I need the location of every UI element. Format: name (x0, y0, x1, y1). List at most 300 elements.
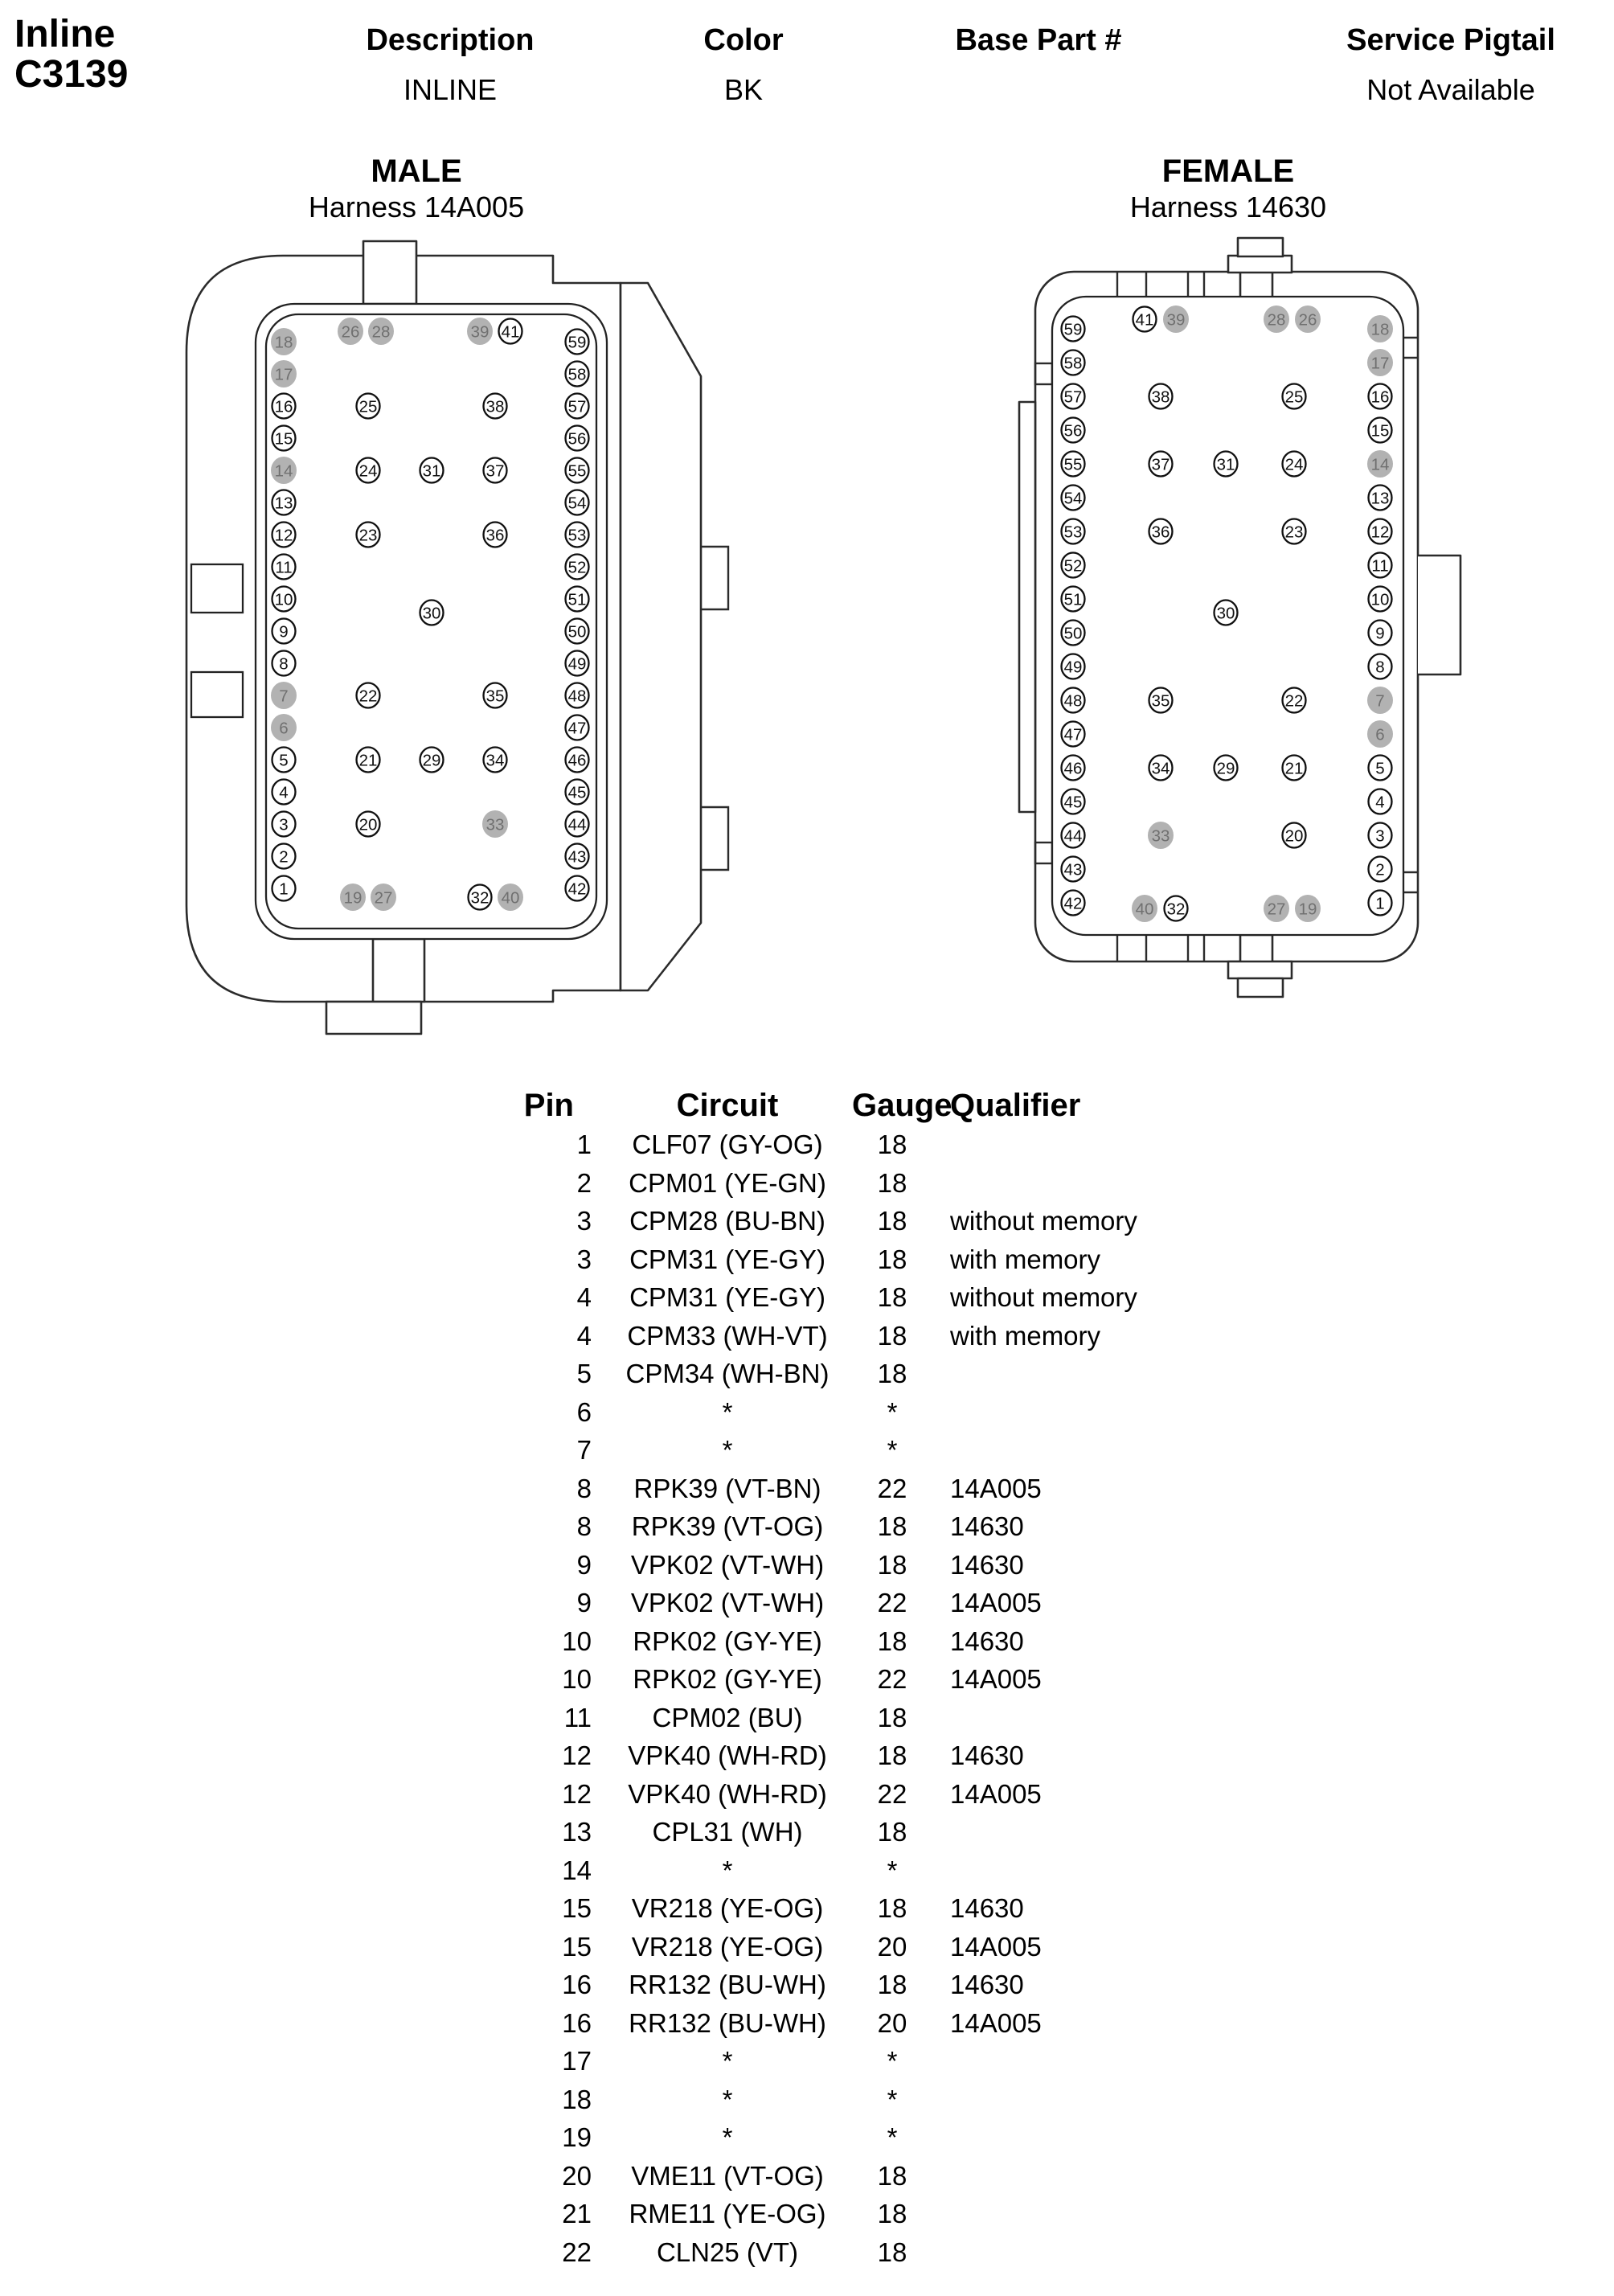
svg-text:33: 33 (1151, 826, 1170, 846)
description-label: Description (366, 23, 535, 57)
cell-pin: 5 (576, 1359, 592, 1388)
cell-gauge: 18 (877, 1970, 907, 1999)
cell-gauge: 22 (877, 1588, 907, 1617)
female-pin-41 (1133, 307, 1157, 332)
male-pin-40 (498, 884, 523, 911)
male-pin-16 (272, 394, 296, 419)
male-pin-8 (272, 651, 296, 676)
svg-text:21: 21 (358, 751, 378, 770)
svg-text:44: 44 (1063, 826, 1083, 846)
svg-text:33: 33 (485, 815, 505, 834)
cell-pin: 15 (562, 1931, 592, 1962)
cell-circuit: RPK02 (GY-YE) (633, 1626, 822, 1656)
female-pin-50 (1062, 621, 1085, 646)
cell-circuit: CPM31 (YE-GY) (629, 1282, 825, 1312)
svg-text:35: 35 (485, 687, 505, 706)
male-pin-36 (484, 523, 507, 547)
female-pin-12 (1369, 519, 1392, 544)
svg-text:3: 3 (1375, 826, 1385, 846)
cell-pin: 12 (562, 1740, 592, 1770)
male-pin-10 (272, 587, 296, 612)
male-pin-32 (469, 885, 492, 910)
female-pin-43 (1062, 857, 1085, 882)
female-pin-9 (1369, 621, 1392, 646)
cell-pin: 4 (576, 1320, 592, 1351)
female-title: FEMALE (1161, 154, 1295, 189)
table-row (482, 1202, 1174, 1240)
svg-text:22: 22 (1284, 691, 1304, 711)
svg-text:7: 7 (1375, 691, 1385, 711)
cell-circuit: CPM28 (BU-BN) (629, 1206, 825, 1236)
table-row (482, 2118, 1174, 2157)
female-pin-6 (1367, 720, 1393, 748)
svg-text:37: 37 (1151, 455, 1170, 474)
table-row (482, 2157, 1174, 2196)
cell-qualifier: 14630 (950, 1626, 1024, 1656)
cell-circuit: CPM01 (YE-GN) (629, 1167, 826, 1198)
cell-pin: 7 (576, 1435, 592, 1465)
svg-text:39: 39 (1166, 310, 1186, 330)
service-pigtail-value: Not Available (1366, 73, 1535, 106)
male-pin-45 (566, 780, 589, 805)
svg-text:18: 18 (1370, 320, 1390, 339)
cell-gauge: 18 (877, 1549, 907, 1580)
female-pin-55 (1062, 452, 1085, 477)
table-row (482, 1393, 1174, 1432)
svg-text:2: 2 (1375, 860, 1385, 879)
col-header-qualifier: Qualifier (950, 1088, 1081, 1123)
male-pin-6 (271, 714, 297, 741)
male-pin-54 (566, 490, 589, 515)
svg-text:12: 12 (1370, 523, 1390, 542)
cell-gauge: 22 (877, 1664, 907, 1694)
color-label: Color (703, 23, 784, 57)
female-pin-34 (1149, 756, 1173, 781)
cell-pin: 3 (576, 1244, 592, 1274)
male-pin-19 (340, 884, 366, 911)
male-pin-57 (566, 394, 589, 419)
pin-table-body (482, 1125, 1174, 2271)
svg-text:46: 46 (1063, 759, 1083, 778)
male-pin-13 (272, 490, 296, 515)
cell-pin: 13 (562, 1817, 592, 1847)
svg-text:44: 44 (567, 815, 587, 834)
cell-pin: 3 (576, 1206, 592, 1236)
cell-circuit: RR132 (BU-WH) (629, 2007, 826, 2038)
cell-pin: 14 (562, 1855, 592, 1885)
color-value: BK (723, 73, 764, 106)
svg-text:45: 45 (1063, 793, 1083, 812)
connector-id-line1: Inline (14, 13, 116, 55)
svg-text:19: 19 (1298, 900, 1317, 919)
male-pin-12 (272, 523, 296, 547)
male-right-tab-upper (701, 547, 728, 609)
male-pin-21 (357, 748, 380, 773)
female-pin-42 (1062, 891, 1085, 916)
svg-text:19: 19 (343, 888, 363, 908)
female-pin-5 (1369, 756, 1392, 781)
female-pin-16 (1369, 384, 1392, 409)
male-pin-37 (484, 458, 507, 483)
base-part-label: Base Part # (955, 23, 1122, 57)
table-row (482, 1813, 1174, 1851)
female-pin-56 (1062, 418, 1085, 443)
table-row (482, 1355, 1174, 1393)
cell-pin: 9 (576, 1549, 592, 1580)
description-value: INLINE (403, 73, 498, 106)
svg-text:38: 38 (485, 397, 505, 416)
cell-qualifier: without memory (950, 1206, 1137, 1236)
table-row (482, 1470, 1174, 1508)
svg-text:36: 36 (485, 526, 505, 545)
cell-pin: 2 (576, 1167, 592, 1198)
female-pin-4 (1369, 789, 1392, 814)
female-pin-33 (1148, 822, 1174, 849)
male-pin-5 (272, 748, 296, 773)
svg-text:14: 14 (1370, 455, 1390, 474)
cell-circuit: VPK40 (WH-RD) (628, 1778, 827, 1809)
table-row (482, 2233, 1174, 2272)
male-pin-56 (566, 426, 589, 451)
svg-text:29: 29 (1216, 759, 1235, 778)
svg-text:9: 9 (279, 622, 289, 642)
svg-text:36: 36 (1151, 523, 1170, 542)
male-bottom-tab (373, 939, 424, 1002)
cell-gauge: * (887, 1396, 898, 1427)
female-top-tab-stem (1240, 272, 1272, 298)
cell-pin: 10 (562, 1626, 592, 1656)
table-row (482, 1851, 1174, 1890)
female-pin-57 (1062, 384, 1085, 409)
cell-gauge: 18 (877, 1626, 907, 1656)
female-pin-2 (1369, 857, 1392, 882)
svg-text:54: 54 (567, 494, 587, 513)
female-pin-30 (1215, 601, 1238, 625)
male-pin-18 (271, 328, 297, 355)
svg-text:28: 28 (371, 322, 391, 342)
cell-gauge: * (887, 1855, 898, 1885)
svg-text:42: 42 (1063, 894, 1083, 913)
table-row (482, 1889, 1174, 1928)
cell-pin: 10 (562, 1664, 592, 1694)
svg-text:1: 1 (279, 879, 289, 899)
cell-gauge: 22 (877, 1778, 907, 1809)
svg-text:42: 42 (567, 879, 587, 899)
cell-qualifier: 14A005 (950, 2007, 1042, 2038)
cell-circuit: RPK39 (VT-OG) (631, 1511, 824, 1541)
cell-gauge: 18 (877, 2160, 907, 2191)
svg-text:10: 10 (1370, 590, 1390, 609)
male-pin-17 (271, 360, 297, 387)
svg-text:15: 15 (1370, 421, 1390, 441)
svg-text:31: 31 (1216, 455, 1235, 474)
cell-gauge: * (887, 2046, 898, 2076)
female-pin-15 (1369, 418, 1392, 443)
female-pin-26 (1295, 305, 1321, 333)
cell-gauge: 18 (877, 1702, 907, 1732)
cell-qualifier (932, 1851, 1174, 1890)
cell-qualifier: without memory (950, 1282, 1137, 1312)
cell-gauge: * (887, 2122, 898, 2152)
male-top-tab (363, 241, 416, 304)
svg-text:25: 25 (1284, 387, 1304, 407)
female-pin-35 (1149, 688, 1173, 713)
service-pigtail-label: Service Pigtail (1346, 23, 1555, 57)
male-pin-15 (272, 426, 296, 451)
female-pin-21 (1283, 756, 1306, 781)
cell-circuit: VME11 (VT-OG) (631, 2160, 824, 2191)
cell-qualifier: 14A005 (950, 1931, 1042, 1962)
svg-text:2: 2 (279, 847, 289, 867)
cell-qualifier (932, 1813, 1174, 1851)
cell-qualifier: 14630 (950, 1549, 1024, 1580)
svg-text:40: 40 (501, 888, 520, 908)
male-pin-27 (371, 884, 396, 911)
female-pin-44 (1062, 823, 1085, 848)
svg-text:4: 4 (1375, 793, 1385, 812)
svg-text:58: 58 (1063, 354, 1083, 373)
col-header-gauge: Gauge (852, 1088, 952, 1123)
col-header-pin: Pin (523, 1088, 574, 1123)
cell-qualifier (932, 2081, 1174, 2119)
svg-text:6: 6 (1375, 725, 1385, 744)
header-field-service-pigtail (1346, 24, 1555, 106)
svg-text:47: 47 (567, 719, 587, 738)
svg-text:51: 51 (567, 590, 587, 609)
male-pin-46 (566, 748, 589, 773)
cell-circuit: * (722, 1855, 733, 1885)
svg-text:43: 43 (1063, 860, 1083, 879)
cell-circuit: * (722, 1396, 733, 1427)
table-row (482, 1317, 1174, 1355)
svg-text:37: 37 (485, 461, 505, 481)
table-row (482, 1431, 1174, 1470)
svg-text:18: 18 (274, 333, 293, 352)
svg-text:55: 55 (1063, 455, 1083, 474)
svg-text:47: 47 (1063, 725, 1083, 744)
male-pin-53 (566, 523, 589, 547)
female-pin-51 (1062, 587, 1085, 612)
cell-pin: 12 (562, 1778, 592, 1809)
svg-text:21: 21 (1284, 759, 1304, 778)
cell-pin: 9 (576, 1588, 592, 1617)
table-row (482, 2042, 1174, 2081)
female-pin-29 (1215, 756, 1238, 781)
svg-text:10: 10 (274, 590, 293, 609)
table-row (482, 1966, 1174, 2004)
svg-text:45: 45 (567, 783, 587, 802)
svg-text:17: 17 (1370, 354, 1390, 373)
male-pin-24 (357, 458, 380, 483)
table-row (482, 1622, 1174, 1661)
table-row (482, 1660, 1174, 1699)
svg-text:15: 15 (274, 429, 293, 449)
male-pin-14 (271, 457, 297, 484)
cell-gauge: 18 (877, 1167, 907, 1198)
cell-pin: 8 (576, 1473, 592, 1503)
svg-text:23: 23 (1284, 523, 1304, 542)
table-row (482, 1164, 1174, 1203)
male-pin-28 (368, 318, 394, 345)
svg-text:48: 48 (567, 687, 587, 706)
cell-circuit: * (722, 1435, 733, 1465)
female-pin-8 (1369, 654, 1392, 679)
table-row (482, 1240, 1174, 1279)
male-pin-42 (566, 876, 589, 901)
male-connector-diagram (137, 225, 756, 1085)
male-pin-39 (467, 318, 493, 345)
cell-gauge: 20 (877, 1931, 907, 1962)
svg-text:56: 56 (1063, 421, 1083, 441)
table-row (482, 1278, 1174, 1317)
cell-pin: 16 (562, 1970, 592, 1999)
svg-text:5: 5 (279, 751, 289, 770)
male-pin-33 (482, 810, 508, 838)
svg-text:26: 26 (341, 322, 360, 342)
cell-gauge: 22 (877, 1473, 907, 1503)
svg-text:57: 57 (567, 397, 587, 416)
svg-text:59: 59 (567, 333, 587, 352)
male-left-latch-lower (191, 672, 243, 717)
male-pin-29 (420, 748, 444, 773)
male-pin-4 (272, 780, 296, 805)
male-pin-49 (566, 651, 589, 676)
female-pin-40 (1132, 895, 1157, 922)
svg-text:40: 40 (1135, 900, 1154, 919)
female-pin-23 (1283, 519, 1306, 544)
male-right-tab-lower (701, 807, 728, 870)
table-row (482, 1736, 1174, 1775)
cell-qualifier: 14A005 (950, 1778, 1042, 1809)
cell-gauge: 18 (877, 2237, 907, 2267)
male-pin-30 (420, 601, 444, 625)
cell-circuit: CPL31 (WH) (652, 1817, 803, 1847)
svg-text:46: 46 (567, 751, 587, 770)
female-left-rail (1019, 402, 1035, 812)
cell-qualifier (932, 2042, 1174, 2081)
svg-text:27: 27 (374, 888, 393, 908)
female-pin-24 (1283, 452, 1306, 477)
cell-gauge: 18 (877, 1320, 907, 1351)
female-right-bracket (1418, 556, 1460, 674)
female-bottom-tab-mid (1228, 961, 1292, 978)
female-pin-27 (1264, 895, 1289, 922)
svg-text:49: 49 (1063, 658, 1083, 677)
svg-text:52: 52 (567, 558, 587, 577)
svg-text:8: 8 (279, 654, 289, 674)
male-pin-50 (566, 619, 589, 644)
pin-table (482, 1085, 1174, 2271)
svg-text:38: 38 (1151, 387, 1170, 407)
cell-circuit: VPK02 (VT-WH) (630, 1588, 825, 1617)
female-pin-46 (1062, 756, 1085, 781)
pin-table-header (482, 1085, 1174, 1125)
male-pin-2 (272, 844, 296, 869)
male-pin-59 (566, 330, 589, 355)
female-pin-48 (1062, 688, 1085, 713)
male-pin-31 (420, 458, 444, 483)
female-pin-18 (1367, 315, 1393, 342)
female-pin-36 (1149, 519, 1173, 544)
cell-qualifier (932, 1164, 1174, 1203)
cell-pin: 17 (562, 2046, 592, 2076)
male-pin-38 (484, 394, 507, 419)
cell-circuit: VPK02 (VT-WH) (630, 1549, 825, 1580)
female-pin-58 (1062, 351, 1085, 375)
female-top-tab-end (1238, 238, 1283, 256)
svg-text:12: 12 (274, 526, 293, 545)
cell-gauge: 18 (877, 1206, 907, 1236)
cell-gauge: 18 (877, 1511, 907, 1541)
svg-text:34: 34 (485, 751, 505, 770)
cell-circuit: * (722, 2122, 733, 2152)
svg-text:48: 48 (1063, 691, 1083, 711)
svg-text:9: 9 (1375, 624, 1385, 643)
cell-circuit: VPK40 (WH-RD) (628, 1740, 827, 1770)
svg-text:22: 22 (358, 687, 378, 706)
svg-text:39: 39 (470, 322, 490, 342)
table-row (482, 1125, 1174, 1164)
header-field-color (703, 24, 783, 106)
male-pin-41 (499, 319, 522, 344)
male-pin-26 (338, 318, 363, 345)
cell-qualifier: 14A005 (950, 1473, 1042, 1503)
female-pin-19 (1295, 895, 1321, 922)
svg-text:25: 25 (358, 397, 378, 416)
female-pin-49 (1062, 654, 1085, 679)
female-pin-13 (1369, 486, 1392, 510)
cell-gauge: * (887, 2084, 898, 2114)
male-pin-3 (272, 812, 296, 837)
cell-circuit: CPM33 (WH-VT) (627, 1320, 828, 1351)
male-pin-48 (566, 683, 589, 708)
svg-text:7: 7 (279, 687, 289, 706)
male-pin-44 (566, 812, 589, 837)
svg-text:26: 26 (1298, 310, 1317, 330)
cell-qualifier: 14630 (950, 1893, 1024, 1923)
svg-text:32: 32 (470, 888, 490, 908)
svg-text:20: 20 (1284, 826, 1304, 846)
table-row (482, 1546, 1174, 1585)
svg-text:41: 41 (1135, 310, 1154, 330)
svg-text:32: 32 (1166, 900, 1186, 919)
male-pin-1 (272, 876, 296, 901)
cell-circuit: CPM34 (WH-BN) (625, 1359, 830, 1388)
female-pin-14 (1367, 450, 1393, 478)
female-pin-39 (1163, 305, 1189, 333)
svg-text:6: 6 (279, 719, 289, 738)
cell-pin: 4 (576, 1282, 592, 1312)
cell-qualifier (932, 1431, 1174, 1470)
cell-circuit: RPK02 (GY-YE) (633, 1664, 822, 1694)
female-pin-53 (1062, 519, 1085, 544)
svg-text:4: 4 (279, 783, 289, 802)
male-pin-25 (357, 394, 380, 419)
table-row (482, 1507, 1174, 1546)
svg-text:30: 30 (1216, 604, 1235, 623)
male-pin-52 (566, 555, 589, 580)
cell-qualifier (932, 2233, 1174, 2272)
female-connector-diagram (989, 201, 1511, 1053)
cell-gauge: * (887, 1435, 898, 1465)
svg-text:50: 50 (1063, 624, 1083, 643)
female-pin-45 (1062, 789, 1085, 814)
cell-qualifier (932, 2195, 1174, 2233)
cell-qualifier: 14630 (950, 1511, 1024, 1541)
svg-text:34: 34 (1151, 759, 1170, 778)
male-pin-43 (566, 844, 589, 869)
male-pin-7 (271, 682, 297, 709)
